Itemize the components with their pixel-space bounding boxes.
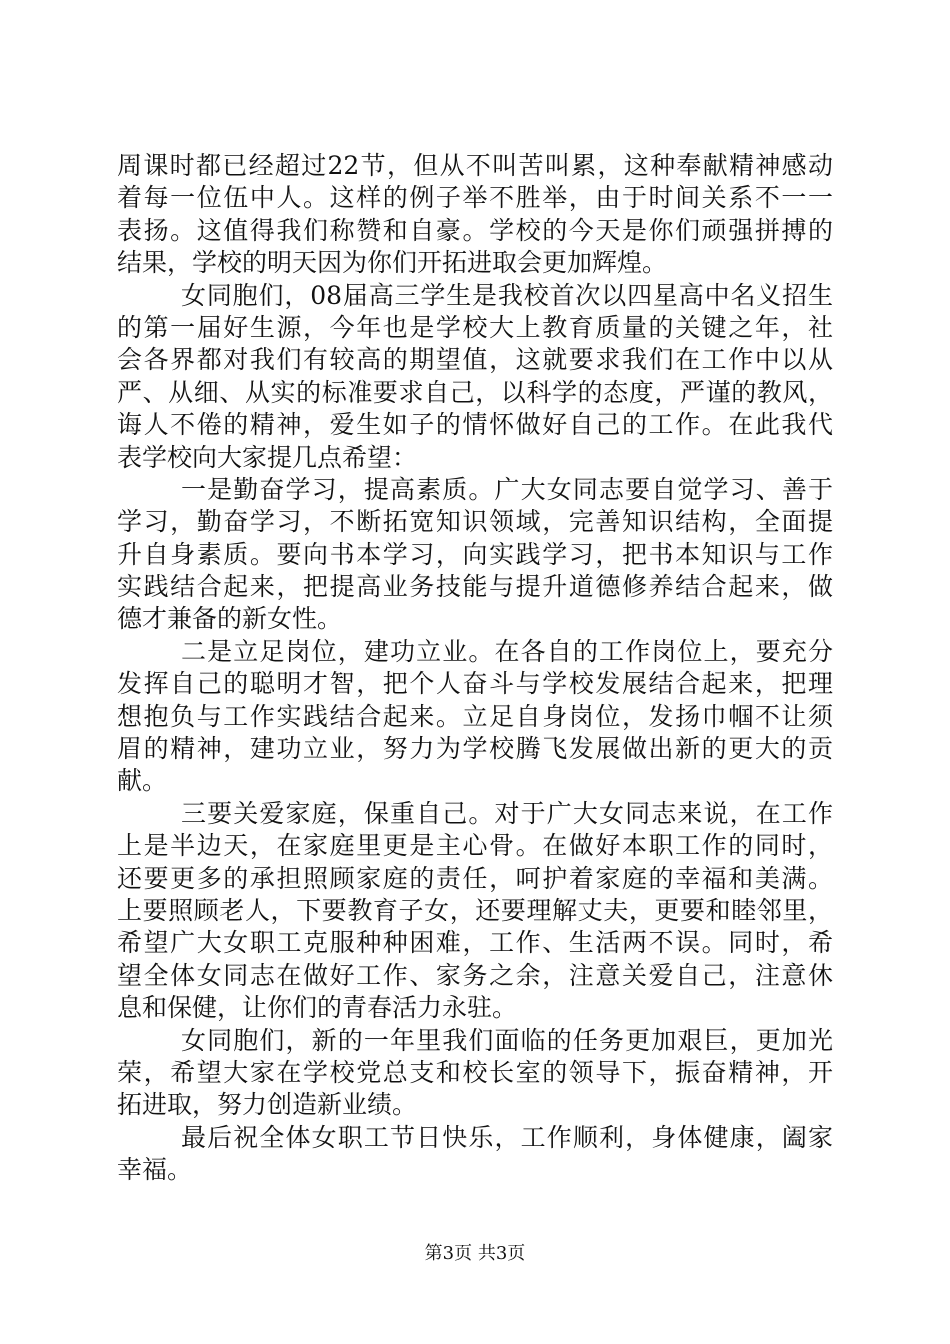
text-line: 升自身素质。要向书本学习，向实践学习，把书本知识与工作: [117, 539, 833, 569]
text-line: 德才兼备的新女性。: [117, 604, 343, 634]
text-line: 希望广大女职工克服种种困难，工作、生活两不误。同时，希: [117, 928, 833, 958]
text-line: 女同胞们，新的一年里我们面临的任务更加艰巨，更加光: [181, 1025, 833, 1055]
text-line: 拓进取，努力创造新业绩。: [117, 1090, 418, 1120]
text-line: 会各界都对我们有较高的期望值，这就要求我们在工作中以从: [117, 345, 833, 375]
text-line: 的第一届好生源，今年也是学校大上教育质量的关键之年，社: [117, 312, 833, 342]
text-line: 三要关爱家庭，保重自己。对于广大女同志来说，在工作: [181, 798, 833, 828]
text-line: 周课时都已经超过22节，但从不叫苦叫累，这种奉献精神感动: [117, 151, 833, 180]
text-line: 上要照顾老人，下要教育子女，还要理解丈夫，更要和睦邻里，: [117, 895, 833, 925]
text-line: 最后祝全体女职工节日快乐，工作顺利，身体健康，阖家: [181, 1122, 833, 1152]
text-line: 一是勤奋学习，提高素质。广大女同志要自觉学习、善于: [181, 474, 833, 504]
text-line: 诲人不倦的精神，爱生如子的情怀做好自己的工作。在此我代: [117, 410, 833, 440]
text-line: 上是半边天，在家庭里更是主心骨。在做好本职工作的同时，: [117, 831, 833, 861]
text-line: 想抱负与工作实践结合起来。立足自身岗位，发扬巾帼不让须: [117, 701, 833, 731]
page-footer: 第3页 共3页: [424, 1243, 526, 1264]
text-line: 还要更多的承担照顾家庭的责任，呵护着家庭的幸福和美满。: [117, 863, 833, 893]
text-line: 荣，希望大家在学校党总支和校长室的领导下，振奋精神，开: [117, 1057, 833, 1087]
text-line: 献。: [117, 766, 168, 796]
text-line: 息和保健，让你们的青春活力永驻。: [117, 993, 518, 1023]
text-line: 幸福。: [117, 1155, 193, 1185]
text-line: 结果，学校的明天因为你们开拓进取会更加辉煌。: [117, 248, 668, 278]
text-line: 着每一位伍中人。这样的例子举不胜举，由于时间关系不一一: [117, 183, 833, 213]
text-line: 表扬。这值得我们称赞和自豪。学校的今天是你们顽强拼搏的: [117, 215, 833, 245]
text-line: 严、从细、从实的标准要求自己，以科学的态度，严谨的教风，: [117, 377, 833, 407]
text-line: 女同胞们，08届高三学生是我校首次以四星高中名义招生: [181, 280, 833, 310]
text-line: 实践结合起来，把提高业务技能与提升道德修养结合起来，做: [117, 572, 833, 602]
text-line: 表学校向大家提几点希望：: [117, 442, 418, 472]
text-line: 学习，勤奋学习，不断拓宽知识领域，完善知识结构，全面提: [117, 507, 833, 537]
text-line: 望全体女同志在做好工作、家务之余，注意关爱自己，注意休: [117, 960, 833, 990]
body-text: [117, 150, 833, 1187]
text-line: 二是立足岗位，建功立业。在各自的工作岗位上，要充分: [181, 636, 833, 666]
text-line: 发挥自己的聪明才智，把个人奋斗与学校发展结合起来，把理: [117, 669, 833, 699]
text-line: 眉的精神，建功立业，努力为学校腾飞发展做出新的更大的贡: [117, 734, 833, 764]
